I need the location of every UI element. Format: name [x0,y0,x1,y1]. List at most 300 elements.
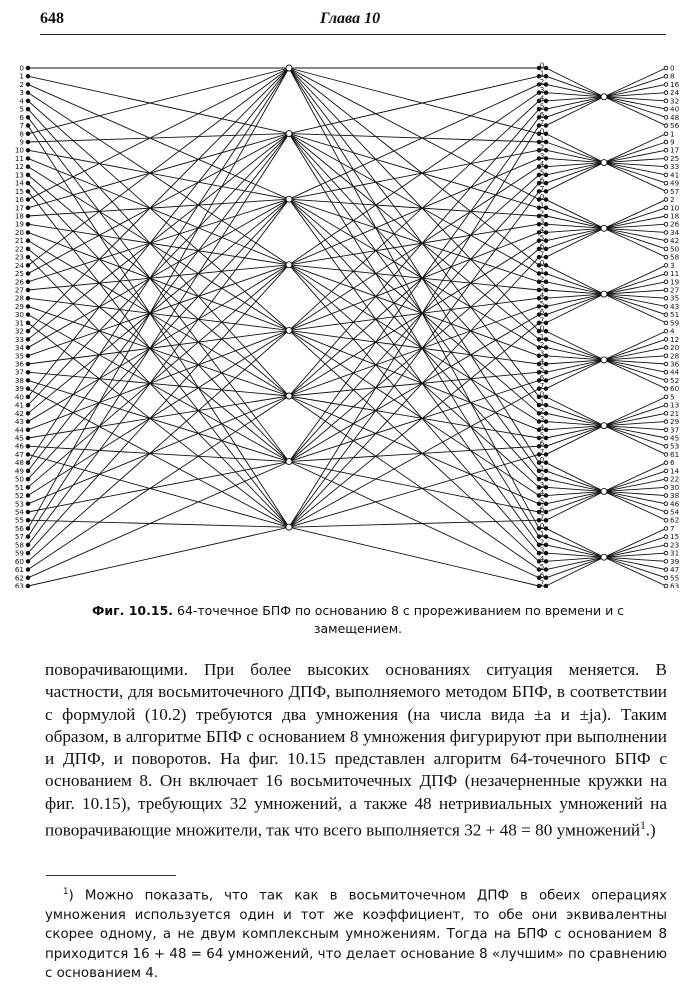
butterfly-node-stage1 [286,65,292,71]
twiddle-output-node [544,83,548,87]
input-index-label: 10 [14,145,24,155]
butterfly-node-stage2 [601,488,607,494]
middle-index-label: 1 [539,529,545,539]
input-index-label: 52 [14,491,24,501]
middle-index-label: 3 [539,414,545,424]
output-node [664,239,668,243]
input-index-label: 38 [14,375,24,385]
output-node [664,190,668,194]
output-node [664,148,668,152]
output-node [664,264,668,268]
output-index-label: 53 [670,441,680,451]
input-node [26,91,30,95]
input-node [26,395,30,399]
output-index-label: 8 [670,71,675,81]
output-node [664,280,668,284]
middle-index-label: 2 [539,76,545,86]
twiddle-output-node [544,469,548,473]
input-node [26,107,30,111]
output-index-label: 38 [670,491,680,501]
output-node [664,461,668,465]
twiddle-output-node [544,527,548,531]
middle-index-label: 7 [539,381,545,391]
input-node [26,568,30,572]
input-node [26,74,30,78]
middle-index-label: 1 [539,266,545,276]
figure-caption-text: 64-точечное БПФ по основанию 8 с прореживанием по времени и с замещением. [173,603,625,636]
input-node [26,264,30,268]
middle-index-label: 5 [539,298,545,308]
middle-index-label: 1 [539,200,545,210]
middle-index-label: 3 [539,216,545,226]
twiddle-output-node [544,107,548,111]
input-index-label: 28 [14,293,24,303]
output-index-label: 0 [670,63,675,73]
input-index-label: 6 [19,112,24,122]
middle-index-label: 6 [539,175,545,185]
input-index-label: 31 [14,318,24,328]
output-node [664,91,668,95]
input-index-label: 15 [14,186,24,196]
input-node [26,510,30,514]
output-index-label: 58 [670,252,680,262]
twiddle-output-node [544,198,548,202]
output-index-label: 11 [670,269,680,279]
input-index-label: 8 [19,129,24,139]
input-node [26,231,30,235]
twiddle-output-node [544,354,548,358]
twiddle-output-node [544,444,548,448]
input-node [26,321,30,325]
output-node [664,551,668,555]
output-index-label: 12 [670,334,680,344]
output-node [664,403,668,407]
input-index-label: 44 [14,425,24,435]
input-index-label: 13 [14,170,24,180]
output-index-label: 32 [670,96,680,106]
twiddle-output-node [544,502,548,506]
input-index-label: 3 [19,88,24,98]
twiddle-output-node [544,379,548,383]
middle-index-label: 0 [539,257,545,267]
output-node [664,436,668,440]
twiddle-output-node [544,239,548,243]
twiddle-output-node [544,395,548,399]
input-index-label: 18 [14,211,24,221]
output-index-label: 49 [670,178,680,188]
twiddle-output-node [544,116,548,120]
output-index-label: 61 [670,449,680,459]
butterfly-node-stage2 [601,291,607,297]
output-node [664,584,668,588]
input-index-label: 39 [14,384,24,394]
output-index-label: 39 [670,556,680,566]
twiddle-output-node [544,66,548,70]
output-index-label: 14 [670,466,680,476]
output-index-label: 37 [670,425,680,435]
input-index-label: 2 [19,79,24,89]
output-node [664,535,668,539]
twiddle-output-node [544,206,548,210]
output-node [664,247,668,251]
input-index-label: 32 [14,326,24,336]
input-index-label: 11 [14,153,24,163]
twiddle-output-node [544,453,548,457]
twiddle-output-node [544,461,548,465]
input-index-label: 60 [14,556,24,566]
input-node [26,502,30,506]
input-node [26,83,30,87]
input-index-label: 9 [19,137,24,147]
output-node [664,568,668,572]
output-index-label: 6 [670,458,675,468]
output-node [664,99,668,103]
middle-index-label: 5 [539,364,545,374]
output-index-label: 60 [670,384,680,394]
output-index-label: 22 [670,474,680,484]
middle-index-label: 7 [539,118,545,128]
footnote-divider [46,875,176,876]
output-index-label: 36 [670,359,680,369]
twiddle-output-node [544,551,548,555]
input-index-label: 53 [14,499,24,509]
footnote-reference[interactable]: 1 [640,820,646,833]
output-node [664,74,668,78]
output-index-label: 47 [670,565,680,575]
middle-index-label: 5 [539,233,545,243]
twiddle-output-node [544,148,548,152]
input-node [26,288,30,292]
twiddle-output-node [544,190,548,194]
butterfly-node-stage1 [286,196,292,202]
input-node [26,239,30,243]
twiddle-output-node [544,362,548,366]
middle-index-label: 1 [539,463,545,473]
butterfly-node-stage2 [601,225,607,231]
middle-index-label: 1 [539,331,545,341]
twiddle-output-node [544,272,548,276]
output-index-label: 19 [670,277,680,287]
input-index-label: 20 [14,227,24,237]
twiddle-output-node [544,420,548,424]
output-index-label: 26 [670,219,680,229]
middle-index-label: 4 [539,93,545,103]
output-node [664,214,668,218]
input-node [26,354,30,358]
output-node [664,379,668,383]
input-index-label: 49 [14,466,24,476]
middle-index-label: 2 [539,471,545,481]
twiddle-output-node [544,436,548,440]
middle-index-label: 7 [539,512,545,522]
input-node [26,173,30,177]
input-node [26,444,30,448]
input-node [26,584,30,588]
input-index-label: 0 [19,63,24,73]
twiddle-output-node [544,165,548,169]
input-node [26,428,30,432]
input-node [26,148,30,152]
twiddle-output-node [544,91,548,95]
middle-index-label: 0 [539,389,545,399]
butterfly-node-stage1 [286,393,292,399]
input-node [26,247,30,251]
input-node [26,272,30,276]
middle-index-label: 3 [539,150,545,160]
middle-index-label: 5 [539,167,545,177]
middle-index-label: 7 [539,183,545,193]
input-node [26,551,30,555]
input-index-label: 47 [14,449,24,459]
middle-index-label: 6 [539,438,545,448]
twiddle-output-node [544,560,548,564]
twiddle-output-node [544,99,548,103]
footnote [45,883,667,984]
input-index-label: 61 [14,565,24,575]
twiddle-output-node [544,222,548,226]
input-index-label: 24 [14,260,24,270]
input-node [26,181,30,185]
input-node [26,99,30,103]
output-index-label: 51 [670,310,680,320]
middle-index-label: 1 [539,134,545,144]
output-node [664,231,668,235]
middle-index-label: 4 [539,356,545,366]
middle-index-label: 6 [539,307,545,317]
input-node [26,518,30,522]
running-header [40,10,666,35]
input-node [26,461,30,465]
input-index-label: 55 [14,515,24,525]
middle-index-label: 4 [539,488,545,498]
input-index-label: 51 [14,482,24,492]
input-node [26,527,30,531]
input-node [26,165,30,169]
input-index-label: 43 [14,417,24,427]
middle-index-label: 0 [539,455,545,465]
input-node [26,157,30,161]
input-node [26,305,30,309]
output-index-label: 40 [670,104,680,114]
twiddle-output-node [544,173,548,177]
middle-index-label: 4 [539,422,545,432]
input-node [26,140,30,144]
output-node [664,387,668,391]
middle-index-label: 2 [539,340,545,350]
output-node [664,173,668,177]
input-index-label: 34 [14,343,24,353]
input-index-label: 33 [14,334,24,344]
middle-index-label: 4 [539,290,545,300]
twiddle-output-node [544,518,548,522]
middle-index-label: 6 [539,570,545,580]
middle-index-label: 6 [539,372,545,382]
output-node [664,477,668,481]
input-index-label: 46 [14,441,24,451]
output-index-label: 27 [670,285,680,295]
page-number: 648 [40,10,64,27]
input-index-label: 4 [19,96,24,106]
output-node [664,576,668,580]
middle-index-label: 5 [539,496,545,506]
middle-index-label: 7 [539,446,545,456]
middle-index-label: 2 [539,142,545,152]
input-index-label: 7 [19,121,24,131]
middle-index-label: 3 [539,85,545,95]
input-index-label: 54 [14,507,24,517]
output-node [664,83,668,87]
input-node [26,296,30,300]
output-node [664,510,668,514]
body-paragraph [45,659,667,842]
twiddle-output-node [544,305,548,309]
twiddle-output-node [544,412,548,416]
twiddle-output-node [544,214,548,218]
output-node [664,288,668,292]
twiddle-output-node [544,370,548,374]
middle-index-label: 7 [539,578,545,588]
output-index-label: 5 [670,392,675,402]
input-index-label: 48 [14,458,24,468]
middle-index-label: 2 [539,208,545,218]
input-node [26,66,30,70]
twiddle-output-node [544,247,548,251]
output-node [664,165,668,169]
fft-flow-graph [0,58,700,588]
input-index-label: 56 [14,523,24,533]
middle-index-label: 7 [539,249,545,259]
output-index-label: 62 [670,515,680,525]
output-node [664,296,668,300]
middle-index-label: 0 [539,60,545,70]
output-node [664,469,668,473]
input-node [26,198,30,202]
twiddle-output-node [544,510,548,514]
output-node [664,66,668,70]
butterfly-node-stage2 [601,357,607,363]
output-node [664,346,668,350]
figure-number: Фиг. 10.15. [91,603,174,618]
output-index-label: 7 [670,523,675,533]
footnote-text: ) Можно показать, что так как в восьмиточечном ДПФ в обеих операциях умножения используется один и тот же коэффициент, то обе они эквивалентны скорее одному, а не двум комплексным умножениям. Тогда на БПФ с основанием 8 приходится 16 + 48 = 64 умножений, что делает основание 8 «лучшим» по сравнению с основанием 4. [45,888,667,982]
input-index-label: 21 [14,236,24,246]
output-node [664,206,668,210]
butterfly-node-stage2 [601,160,607,166]
input-index-label: 17 [14,203,24,213]
input-index-label: 5 [19,104,24,114]
input-index-label: 29 [14,301,24,311]
output-index-label: 46 [670,499,680,509]
input-node [26,469,30,473]
input-node [26,124,30,128]
twiddle-output-node [544,296,548,300]
body-text: поворачивающими. При более высоких основаниях ситуация меняется. В частности, для восьмиточечного ДПФ, выполняемого методом БПФ, в соответствии с формулой (10.2) требуются два умножения (на числа вида ±a и ±ja). Таким образом, в алгоритме БПФ с основанием 8 умножения фигурируют при выполнении и ДПФ, и поворотов. На фиг. 10.15 представлен алгоритм 64-точечного БПФ с основанием 8. Он включает 16 восьмиточечных ДПФ (незачерненные кружки на фиг. 10.15), требующих 32 умножений, а также 48 нетривиальных умножений на поворачивающие множители, так что всего выполняется 32 + 48 = 80 умножений [45,660,667,840]
middle-index-label: 6 [539,504,545,514]
output-node [664,124,668,128]
output-index-label: 45 [670,433,680,443]
input-node [26,494,30,498]
input-node [26,280,30,284]
twiddle-output-node [544,576,548,580]
input-node [26,313,30,317]
twiddle-output-node [544,231,548,235]
input-node [26,338,30,342]
middle-index-label: 3 [539,545,545,555]
input-node [26,370,30,374]
output-node [664,107,668,111]
output-node [664,560,668,564]
butterfly-node-stage1 [286,327,292,333]
output-index-label: 55 [670,573,680,583]
twiddle-output-node [544,584,548,588]
butterfly-node-stage1 [286,459,292,465]
twiddle-output-node [544,494,548,498]
middle-index-label: 4 [539,553,545,563]
input-index-label: 30 [14,310,24,320]
twiddle-output-node [544,132,548,136]
middle-index-label: 5 [539,101,545,111]
butterfly-node-stage1 [286,524,292,530]
input-index-label: 1 [19,71,24,81]
twiddle-output-node [544,74,548,78]
input-index-label: 62 [14,573,24,583]
middle-index-label: 7 [539,315,545,325]
output-index-label: 35 [670,293,680,303]
output-node [664,181,668,185]
input-node [26,116,30,120]
output-index-label: 10 [670,203,680,213]
butterfly-node-stage2 [601,423,607,429]
output-node [664,444,668,448]
twiddle-output-node [544,387,548,391]
input-index-label: 23 [14,252,24,262]
input-index-label: 58 [14,540,24,550]
output-node [664,157,668,161]
output-index-label: 57 [670,186,680,196]
output-node [664,412,668,416]
input-node [26,329,30,333]
output-node [664,321,668,325]
middle-index-label: 3 [539,282,545,292]
input-index-label: 41 [14,400,24,410]
twiddle-output-node [544,313,548,317]
input-node [26,206,30,210]
input-node [26,346,30,350]
input-node [26,190,30,194]
middle-index-label: 2 [539,537,545,547]
input-index-label: 42 [14,408,24,418]
twiddle-output-node [544,264,548,268]
input-index-label: 37 [14,367,24,377]
figure-caption [48,602,668,638]
output-node [664,420,668,424]
output-index-label: 9 [670,137,675,147]
middle-index-label: 6 [539,241,545,251]
twiddle-output-node [544,280,548,284]
input-index-label: 16 [14,195,24,205]
output-node [664,370,668,374]
input-node [26,477,30,481]
output-index-label: 28 [670,351,680,361]
twiddle-output-node [544,543,548,547]
input-node [26,132,30,136]
output-index-label: 2 [670,195,675,205]
output-node [664,116,668,120]
input-index-label: 27 [14,285,24,295]
twiddle-output-node [544,321,548,325]
middle-index-label: 5 [539,430,545,440]
input-node [26,214,30,218]
